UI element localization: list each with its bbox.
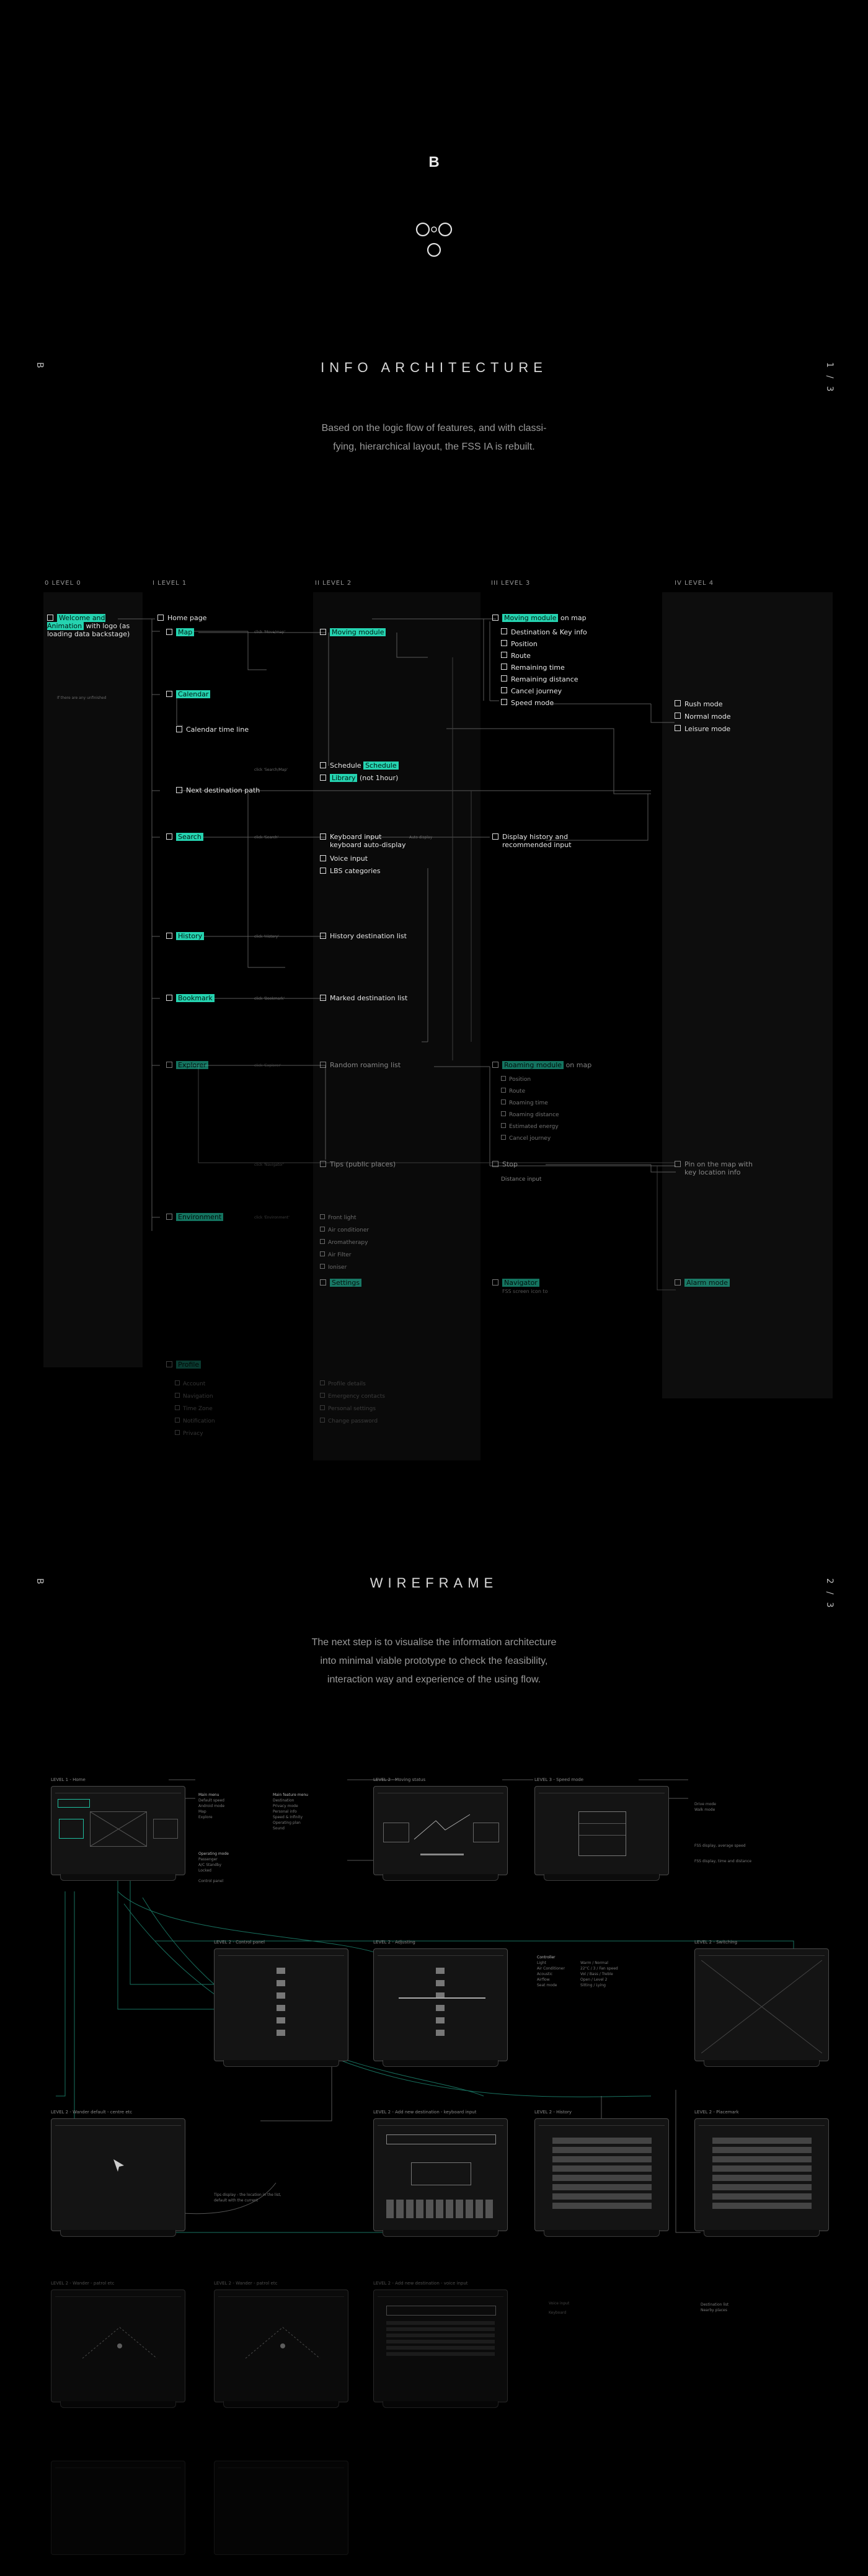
list-item[interactable]: Roaming time xyxy=(501,1098,559,1109)
node-box-icon xyxy=(320,933,326,939)
node-box-icon xyxy=(166,1214,172,1220)
wireframe-home xyxy=(51,1786,185,1875)
node-label: Map xyxy=(176,628,194,636)
ia-side-letter: B xyxy=(35,362,45,371)
node-label: Tips (public places) xyxy=(330,1160,396,1168)
node-box-icon xyxy=(492,833,498,840)
profile-items xyxy=(175,1378,215,1440)
node-label: key location info xyxy=(684,1168,741,1176)
node-box-icon xyxy=(166,1062,172,1068)
node-box-icon xyxy=(166,933,172,939)
node-label: Roaming module xyxy=(502,1061,564,1069)
node-label: Calendar time line xyxy=(186,726,249,734)
frame-label: LEVEL 2 - Add new destination - voice input xyxy=(373,2281,468,2286)
node-search[interactable] xyxy=(166,833,203,841)
node-lbs-categories[interactable] xyxy=(320,867,381,875)
list-item[interactable]: Air conditioner xyxy=(320,1224,369,1237)
wf-left-panel xyxy=(59,1819,84,1839)
hint-note: Auto display xyxy=(409,835,433,840)
ia-description-line: fying, hierarchical layout, the FSS IA is rebuilt. xyxy=(333,442,535,452)
node-profile[interactable] xyxy=(166,1361,201,1369)
node-calendar[interactable] xyxy=(166,690,210,698)
node-box-icon xyxy=(176,726,182,732)
wf-history-list xyxy=(552,2138,652,2212)
node-moving-module-map[interactable] xyxy=(492,614,587,622)
placemark-notes: Destination list Nearby places xyxy=(701,2303,729,2312)
list-item[interactable]: Leisure mode xyxy=(675,723,731,735)
node-box-icon xyxy=(320,833,326,840)
frame-label: LEVEL 2 - Switching xyxy=(694,1940,738,1945)
list-item[interactable]: Air Filter xyxy=(320,1249,369,1261)
wf-search-field xyxy=(386,2134,496,2144)
hint-note: click 'Search/Map' xyxy=(254,768,288,772)
node-tips[interactable] xyxy=(320,1160,396,1168)
node-label: Display history and xyxy=(502,833,569,841)
node-distance-input[interactable] xyxy=(501,1176,541,1183)
node-label: Voice input xyxy=(330,855,368,863)
list-item[interactable]: Estimated energy xyxy=(501,1121,559,1133)
node-calendar-time-line[interactable] xyxy=(176,726,249,734)
wireframe-control-panel xyxy=(214,1948,348,2061)
node-label: Settings xyxy=(330,1279,361,1287)
wf-control-column xyxy=(436,1968,445,2042)
wf-speed-menu xyxy=(578,1811,626,1856)
hint-note: click 'Move/map' xyxy=(254,630,286,634)
ia-section-title: INFO ARCHITECTURE xyxy=(321,360,547,375)
node-label: Random roaming list xyxy=(330,1061,401,1069)
node-box-icon xyxy=(176,787,182,793)
frame-label: LEVEL 2 - History xyxy=(534,2110,572,2115)
list-item[interactable]: Route xyxy=(501,1086,559,1098)
list-item[interactable]: Cancel journey xyxy=(501,685,587,697)
node-roaming-module[interactable] xyxy=(492,1061,591,1069)
list-item[interactable]: Destination & Key info xyxy=(501,626,587,638)
adjust-values: Warm / Normal 22°C / 3 / Fan speed Vol / Bass / Treble Open / Level 2 Sitting / Lying xyxy=(580,1961,618,1988)
node-label: Bookmark xyxy=(176,994,215,1002)
wireframe-faded-2 xyxy=(214,2461,348,2555)
node-pin-on-map[interactable] xyxy=(675,1160,753,1176)
home-side-mode: Operating mode Passenger A/C Standby Locked Control panel xyxy=(198,1852,229,1883)
node-label: on map xyxy=(565,1061,592,1069)
welcome-highlight: Welcome and Animation xyxy=(47,614,105,630)
node-label: History destination list xyxy=(330,932,407,940)
list-item[interactable]: Position xyxy=(501,638,587,650)
home-side-feature: Main feature menu Destination Privacy mode Personal info Speed & Infinity Operating plan Sound xyxy=(273,1793,308,1831)
node-alarm-mode[interactable] xyxy=(675,1279,730,1287)
frame-label: LEVEL 2 - Wander - patrol etc xyxy=(214,2281,278,2286)
node-box-icon xyxy=(320,1161,326,1167)
list-item[interactable]: Profile details xyxy=(320,1378,385,1390)
node-bookmark[interactable] xyxy=(166,994,215,1002)
node-label: Marked destination list xyxy=(330,994,408,1002)
wf-keyboard xyxy=(386,2200,495,2218)
list-item[interactable]: Change password xyxy=(320,1415,385,1428)
frame-label: LEVEL 2 - Moving status xyxy=(373,1777,426,1782)
wireframe-placemark xyxy=(694,2118,829,2231)
hint-note: click 'Navigator' xyxy=(254,1163,284,1167)
node-box-icon xyxy=(320,868,326,874)
wf-side-letter: B xyxy=(35,1578,45,1587)
list-item[interactable]: Time Zone xyxy=(175,1403,215,1415)
node-label: Schedule xyxy=(363,762,399,770)
list-item[interactable]: Front light xyxy=(320,1212,369,1224)
list-item[interactable]: Remaining distance xyxy=(501,673,587,685)
hint-note: click 'Explorer' xyxy=(254,1064,281,1068)
frame-label: LEVEL 3 - Speed mode xyxy=(534,1777,584,1782)
list-item[interactable]: Speed mode xyxy=(501,697,587,709)
wireframe-moving-status xyxy=(373,1786,508,1875)
node-label: Next destination path xyxy=(186,786,260,794)
node-explorer[interactable] xyxy=(166,1061,208,1069)
node-label: Profile xyxy=(176,1361,201,1369)
wireframe-wander-patrol-1 xyxy=(51,2290,185,2402)
node-label: recommended input xyxy=(502,841,572,849)
voice-side: Voice input Keyboard xyxy=(549,2301,570,2315)
wireframe-keyboard-input xyxy=(373,2118,508,2231)
list-item[interactable]: Position xyxy=(501,1074,559,1086)
wf-description-line: into minimal viable prototype to check the feasibility, xyxy=(320,1656,548,1666)
speed-notes: FSS display, average speed FSS display, time and distance xyxy=(694,1844,752,1863)
hint-note: click 'Search' xyxy=(254,835,279,840)
node-map[interactable] xyxy=(166,628,194,636)
node-label: Schedule xyxy=(330,762,361,770)
node-box-icon xyxy=(320,1279,326,1286)
node-library[interactable] xyxy=(320,774,398,782)
welcome-rest: with logo (as loading data backstage) xyxy=(47,622,130,638)
list-item[interactable]: Cancel journey xyxy=(501,1133,559,1145)
node-box-icon xyxy=(157,615,164,621)
frame-label: LEVEL 2 - Placemark xyxy=(694,2110,739,2115)
wf-section-title: WIREFRAME xyxy=(370,1575,498,1591)
list-item[interactable]: Account xyxy=(175,1378,215,1390)
patrol-path-icon xyxy=(76,2315,163,2377)
list-item[interactable]: Roaming distance xyxy=(501,1109,559,1121)
list-item[interactable]: Remaining time xyxy=(501,662,587,673)
node-label: Keyboard input xyxy=(330,833,382,841)
node-history-list[interactable] xyxy=(320,932,407,940)
level0-note: If there are any unfinished xyxy=(57,696,107,700)
level-header-3: III LEVEL 3 xyxy=(491,580,531,587)
wf-right-panel xyxy=(153,1819,178,1839)
node-box-icon xyxy=(166,1361,172,1367)
speed-side: Drive mode Walk mode xyxy=(694,1802,716,1812)
node-box-icon xyxy=(675,1279,681,1286)
node-label: FSS screen icon to xyxy=(502,1289,548,1294)
node-label: Explorer xyxy=(176,1061,208,1069)
frame-label: LEVEL 2 - Adjusting xyxy=(373,1940,415,1945)
wireframe-switching xyxy=(694,1948,829,2061)
node-box-icon xyxy=(320,855,326,861)
node-keyboard-input[interactable] xyxy=(320,833,406,849)
node-label: Home page xyxy=(167,614,207,622)
wf-map-box xyxy=(90,1811,147,1847)
node-box-icon xyxy=(166,833,172,840)
hint-note: click 'Environment' xyxy=(254,1215,290,1220)
wireframe-voice-input xyxy=(373,2290,508,2402)
welcome-node[interactable] xyxy=(47,614,134,638)
wireframe-wander-patrol-2 xyxy=(214,2290,348,2402)
route-icon xyxy=(411,1808,473,1845)
wf-top-bar xyxy=(58,1799,90,1808)
node-voice-input[interactable] xyxy=(320,855,368,863)
list-item[interactable]: Rush mode xyxy=(675,698,731,711)
wf-popup xyxy=(411,2162,471,2185)
node-home-page[interactable] xyxy=(157,614,206,622)
node-box-icon xyxy=(320,762,326,768)
node-environment[interactable] xyxy=(166,1213,223,1221)
wf-panel-right xyxy=(473,1823,499,1842)
node-box-icon xyxy=(492,615,498,621)
wf-page-index: 2 / 3 xyxy=(825,1578,835,1610)
node-label: Stop xyxy=(502,1160,518,1168)
frame-label: LEVEL 2 - Add new destination - keyboard input xyxy=(373,2110,477,2115)
wf-panel-left xyxy=(383,1823,409,1842)
list-item[interactable]: Notification xyxy=(175,1415,215,1428)
frame-label: LEVEL 2 - Control panel xyxy=(214,1940,265,1945)
level-header-4: IV LEVEL 4 xyxy=(675,580,714,587)
adjust-side: Controller Light Air Conditioner Acoustic Airflow Seat mode xyxy=(537,1955,565,1988)
environment-items xyxy=(320,1212,369,1274)
node-label: Moving module xyxy=(330,628,386,636)
list-item[interactable]: Privacy xyxy=(175,1428,215,1440)
wf-placemark-list xyxy=(712,2138,812,2212)
node-next-destination-path[interactable] xyxy=(176,786,260,794)
wf-description-line: The next step is to visualise the information architecture xyxy=(311,1637,557,1648)
node-label: Library xyxy=(330,774,357,782)
hint-note: click 'History' xyxy=(254,935,279,939)
frame-label: LEVEL 2 - Wander default - centre etc xyxy=(51,2110,133,2115)
wireframe-adjusting xyxy=(373,1948,508,2061)
home-side-menu: Main menu Default speed Android mode Map Explore xyxy=(198,1793,225,1819)
node-navigator[interactable] xyxy=(492,1279,547,1295)
level-header-1: I LEVEL 1 xyxy=(153,580,187,587)
wf-control-column xyxy=(277,1968,285,2042)
node-box-icon xyxy=(492,1062,498,1068)
placeholder-image-icon xyxy=(701,1960,822,2053)
node-label: Search xyxy=(176,833,203,841)
list-item[interactable]: Aromatherapy xyxy=(320,1237,369,1249)
node-settings[interactable] xyxy=(320,1279,361,1287)
node-label: keyboard auto-display xyxy=(330,841,406,849)
moving-items xyxy=(501,626,587,709)
node-label: History xyxy=(176,932,204,940)
wf-progress xyxy=(420,1854,464,1855)
node-label: LBS categories xyxy=(330,867,381,875)
node-box-icon xyxy=(320,995,326,1001)
wf-description xyxy=(0,1633,868,1689)
node-box-icon xyxy=(47,615,53,621)
wander-note: Tips display - the location in the list, default with the current xyxy=(214,2193,281,2203)
node-box-icon xyxy=(166,691,172,697)
node-display-history[interactable] xyxy=(492,833,572,849)
node-marked-list[interactable] xyxy=(320,994,407,1002)
level-header-0: 0 LEVEL 0 xyxy=(45,580,81,587)
wf-slider xyxy=(399,1997,485,1999)
map-placeholder-icon xyxy=(91,1812,146,1846)
cursor-icon xyxy=(110,2156,129,2175)
level-header-2: II LEVEL 2 xyxy=(315,580,352,587)
node-label: Pin on the map with xyxy=(684,1160,753,1168)
node-schedule[interactable] xyxy=(320,762,399,770)
node-box-icon xyxy=(320,1062,326,1068)
wf-description-line: interaction way and experience of the using flow. xyxy=(327,1674,541,1685)
wf-voice-list xyxy=(386,2321,495,2358)
roaming-items xyxy=(501,1074,559,1145)
list-item[interactable]: Route xyxy=(501,650,587,662)
wireframe-wander-default xyxy=(51,2118,185,2231)
list-item[interactable]: Emergency contacts xyxy=(320,1390,385,1403)
node-label: Environment xyxy=(176,1213,223,1221)
node-random-roaming[interactable] xyxy=(320,1061,401,1069)
wireframe-faded-1 xyxy=(51,2461,185,2555)
node-label: on map xyxy=(560,614,587,622)
level2-profile-items xyxy=(320,1378,385,1428)
patrol-path-icon xyxy=(239,2315,326,2377)
list-item[interactable]: Personal settings xyxy=(320,1403,385,1415)
wf-search-field xyxy=(386,2306,496,2316)
node-box-icon xyxy=(675,1161,681,1167)
speed-modes xyxy=(675,698,731,735)
node-box-icon xyxy=(492,1279,498,1286)
list-item[interactable]: Ioniser xyxy=(320,1261,369,1274)
list-item[interactable]: Normal mode xyxy=(675,711,731,723)
node-box-icon xyxy=(492,1161,498,1167)
hint-note: click 'Bookmark' xyxy=(254,997,285,1001)
frame-label: LEVEL 1 - Home xyxy=(51,1777,86,1782)
node-history[interactable] xyxy=(166,932,204,940)
node-label: Calendar xyxy=(176,690,210,698)
ia-page-index: 1 / 3 xyxy=(825,362,835,394)
node-label: (not 1hour) xyxy=(359,774,399,782)
node-box-icon xyxy=(166,995,172,1001)
wireframe-history xyxy=(534,2118,669,2231)
node-label: Moving module xyxy=(502,614,558,622)
node-label: Navigator xyxy=(502,1279,539,1287)
frame-label: LEVEL 2 - Wander - patrol etc xyxy=(51,2281,115,2286)
node-label: Distance input xyxy=(501,1176,542,1183)
node-moving-module[interactable] xyxy=(320,628,386,636)
node-stop[interactable] xyxy=(492,1160,518,1168)
node-label: Alarm mode xyxy=(684,1279,730,1287)
node-box-icon xyxy=(320,629,326,635)
list-item[interactable]: Navigation xyxy=(175,1390,215,1403)
logo-letter: B xyxy=(428,154,440,171)
ia-description-line: Based on the logic flow of features, and with classi- xyxy=(321,423,547,433)
node-box-icon xyxy=(320,775,326,781)
node-box-icon xyxy=(166,629,172,635)
wireframe-speed-mode xyxy=(534,1786,669,1875)
